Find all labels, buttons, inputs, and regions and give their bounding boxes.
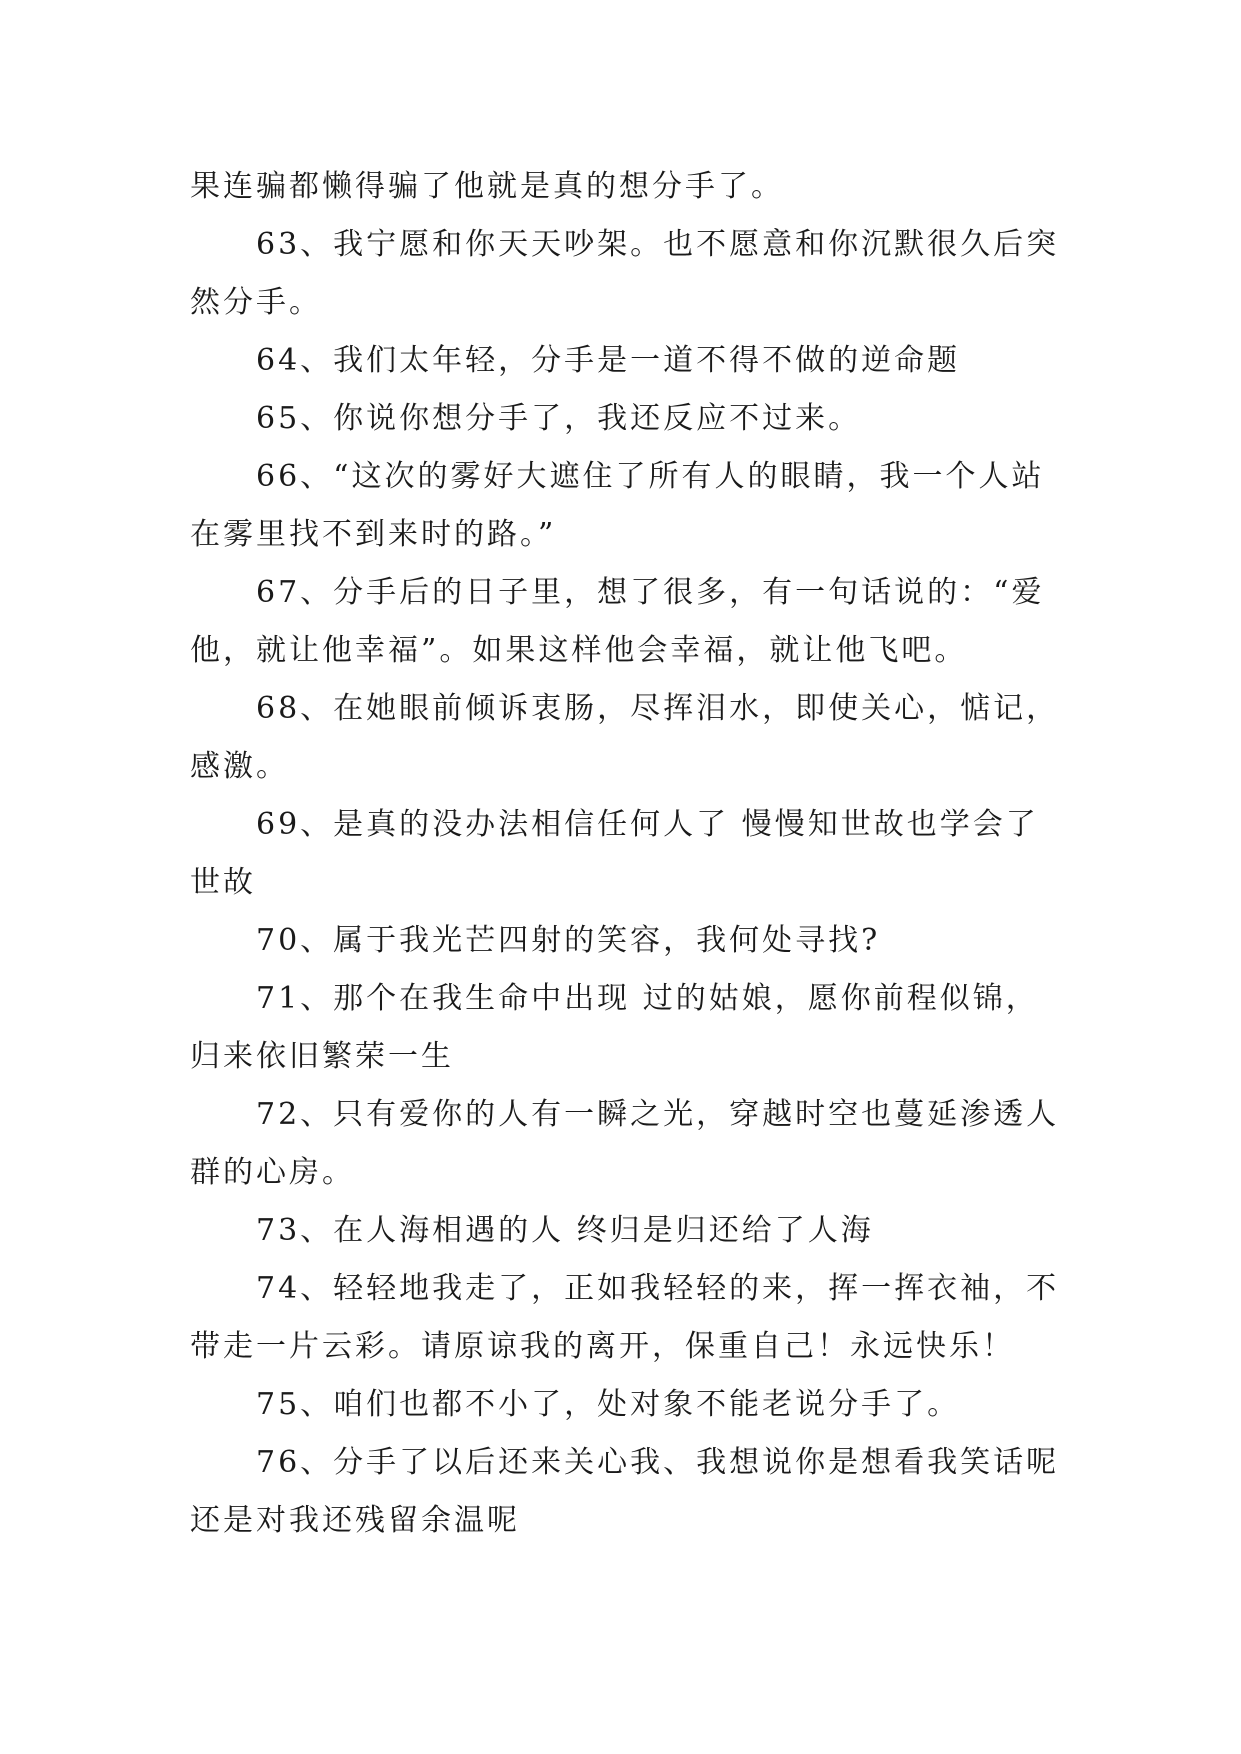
paragraph-75: 75、咱们也都不小了，处对象不能老说分手了。 — [256, 1387, 961, 1422]
paragraph-71: 71、那个在我生命中出现 过的姑娘，愿你前程似锦，归来依旧繁荣一生 — [190, 981, 1039, 1074]
paragraph-65: 65、你说你想分手了，我还反应不过来。 — [256, 401, 862, 436]
paragraph-64: 64、我们太年轻，分手是一道不得不做的逆命题 — [256, 343, 961, 378]
paragraph-continuation: 果连骗都懒得骗了他就是真的想分手了。 — [190, 169, 784, 204]
paragraph-69: 69、是真的没办法相信任何人了 慢慢知世故也学会了世故 — [190, 807, 1039, 900]
paragraph-73: 73、在人海相遇的人 终归是归还给了人海 — [256, 1213, 874, 1248]
paragraph-72: 72、只有爱你的人有一瞬之光，穿越时空也蔓延渗透人群的心房。 — [190, 1097, 1060, 1190]
document-body — [190, 158, 1060, 1550]
paragraph-76: 76、分手了以后还来关心我、我想说你是想看我笑话呢还是对我还残留余温呢 — [190, 1445, 1060, 1538]
paragraph-63: 63、我宁愿和你天天吵架。也不愿意和你沉默很久后突然分手。 — [190, 227, 1060, 320]
paragraph-68: 68、在她眼前倾诉衷肠，尽挥泪水，即使关心，惦记，感激。 — [190, 691, 1060, 784]
paragraph-67: 67、分手后的日子里，想了很多，有一句话说的：“爱他，就让他幸福”。如果这样他会幸福，就让他飞吧。 — [190, 575, 1045, 668]
paragraph-70: 70、属于我光芒四射的笑容，我何处寻找? — [256, 923, 881, 958]
paragraph-74: 74、轻轻地我走了，正如我轻轻的来，挥一挥衣袖，不带走一片云彩。请原谅我的离开，保重自己！永远快乐！ — [190, 1271, 1060, 1364]
paragraph-66: 66、“这次的雾好大遮住了所有人的眼睛，我一个人站在雾里找不到来时的路。” — [190, 459, 1045, 552]
